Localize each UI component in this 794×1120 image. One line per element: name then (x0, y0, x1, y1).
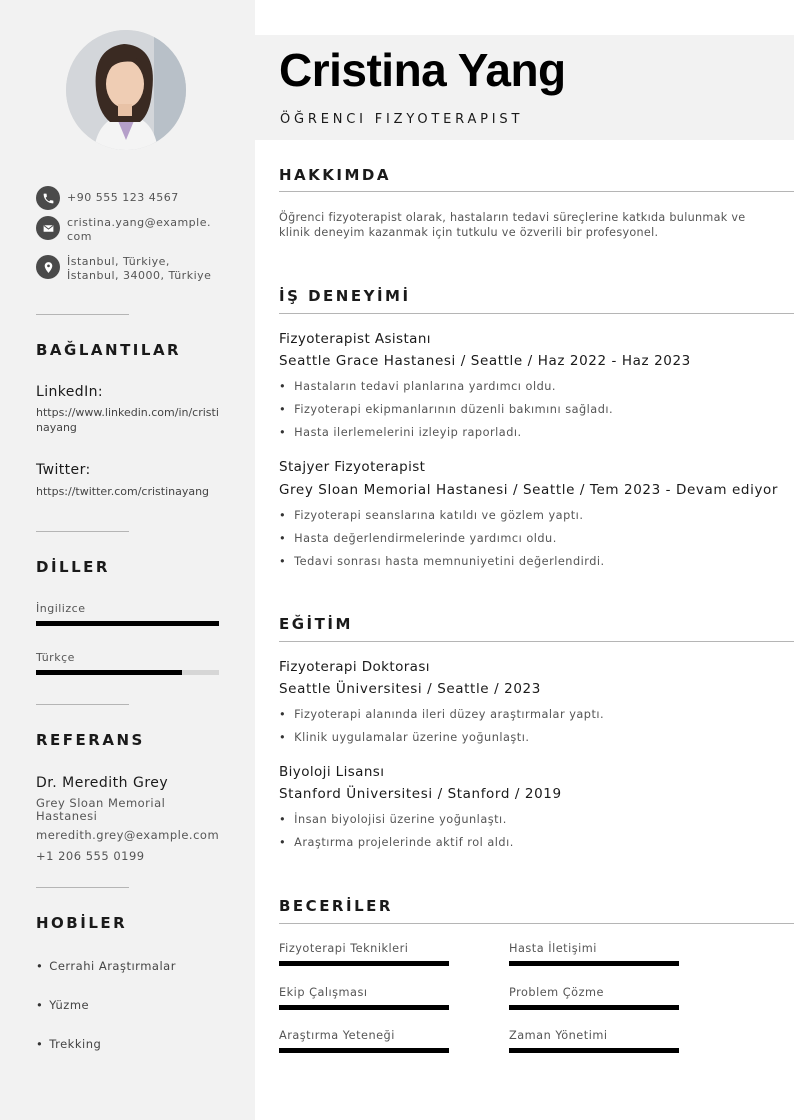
skill-item (279, 1029, 449, 1053)
reference-phone: +1 206 555 0199 (36, 849, 145, 863)
skill-level-bar (279, 961, 449, 966)
skill-item (279, 942, 449, 966)
language-level-bar (36, 621, 219, 626)
contact-phone (36, 186, 179, 210)
education-bullet: • İnsan biyolojisi üzerine yoğunlaştı. (279, 813, 507, 826)
reference-heading: REFERANS (36, 731, 145, 749)
language-level-bar (36, 670, 219, 675)
skill-name: Zaman Yönetimi (509, 1029, 608, 1042)
language-level-fill (36, 621, 219, 626)
sidebar-divider (36, 887, 129, 888)
person-name: Cristina Yang (279, 44, 566, 96)
skill-level-fill (279, 1048, 449, 1053)
address-text: İstanbul, Türkiye, İstanbul, 34000, Türkiye (67, 255, 212, 282)
experience-bullet: • Fizyoterapi ekipmanlarının düzenli bakımını sağladı. (279, 403, 613, 416)
envelope-icon (36, 216, 60, 240)
section-rule (279, 923, 794, 924)
experience-place: Seattle Grace Hastanesi / Seattle / Haz 2022 - Haz 2023 (279, 353, 691, 369)
skill-level-bar (509, 961, 679, 966)
skill-level-fill (279, 1005, 449, 1010)
experience-role: Fizyoterapist Asistanı (279, 331, 431, 347)
job-title: ÖĞRENCI FIZYOTERAPIST (280, 112, 524, 127)
skills-heading: BECERİLER (279, 897, 393, 915)
skill-item (279, 986, 449, 1010)
reference-name: Dr. Meredith Grey (36, 775, 169, 791)
skill-level-fill (509, 1005, 679, 1010)
hobby-item: • Cerrahi Araştırmalar (36, 959, 176, 973)
experience-role: Stajyer Fizyoterapist (279, 459, 426, 475)
phone-text: +90 555 123 4567 (67, 191, 179, 204)
phone-icon (36, 186, 60, 210)
skill-item (509, 986, 679, 1010)
skill-level-fill (509, 961, 679, 966)
section-rule (279, 313, 794, 314)
experience-place: Grey Sloan Memorial Hastanesi / Seattle / Tem 2023 - Devam ediyor (279, 482, 779, 498)
languages-heading: DİLLER (36, 558, 110, 576)
skill-item (509, 1029, 679, 1053)
email-text[interactable]: cristina.yang@example.com (67, 216, 211, 243)
section-rule (279, 641, 794, 642)
hobbies-heading: HOBİLER (36, 914, 128, 932)
skill-level-fill (509, 1048, 679, 1053)
skill-item (509, 942, 679, 966)
experience-bullet: • Hasta değerlendirmelerinde yardımcı oldu. (279, 532, 557, 545)
skill-name: Araştırma Yeteneği (279, 1029, 395, 1042)
linkedin-link[interactable]: https://www.linkedin.com/in/cristinayang (36, 406, 219, 434)
skill-level-bar (279, 1048, 449, 1053)
contact-address (36, 255, 222, 283)
sidebar-divider (36, 704, 129, 705)
language-name: İngilizce (36, 602, 86, 615)
about-heading: HAKKIMDA (279, 166, 391, 184)
language-name: Türkçe (36, 651, 75, 664)
sidebar-divider (36, 531, 129, 532)
skill-name: Hasta İletişimi (509, 942, 597, 955)
experience-bullet: • Fizyoterapi seanslarına katıldı ve gözlem yaptı. (279, 509, 583, 522)
experience-heading: İŞ DENEYİMİ (279, 287, 411, 305)
experience-bullet: • Hastaların tedavi planlarına yardımcı oldu. (279, 380, 556, 393)
contact-email (36, 216, 215, 244)
links-heading: BAĞLANTILAR (36, 341, 182, 359)
skill-level-bar (509, 1048, 679, 1053)
reference-org: Grey Sloan Memorial Hastanesi (36, 796, 166, 823)
hobby-item: • Yüzme (36, 998, 89, 1012)
education-bullet: • Klinik uygulamalar üzerine yoğunlaştı. (279, 731, 529, 744)
education-bullet: • Fizyoterapi alanında ileri düzey araştırmalar yaptı. (279, 708, 604, 721)
profile-photo (66, 30, 186, 150)
skill-name: Fizyoterapi Teknikleri (279, 942, 409, 955)
experience-bullet: • Hasta ilerlemelerini izleyip raporladı. (279, 426, 522, 439)
skill-level-bar (509, 1005, 679, 1010)
section-rule (279, 191, 794, 192)
linkedin-label: LinkedIn: (36, 384, 103, 400)
language-level-fill (36, 670, 182, 675)
twitter-link[interactable]: https://twitter.com/cristinayang (36, 485, 210, 498)
skill-name: Problem Çözme (509, 986, 604, 999)
education-heading: EĞİTİM (279, 615, 353, 633)
about-text: Öğrenci fizyoterapist olarak, hastaların tedavi süreçlerine katkıda bulunmak ve klinik deneyim kazanmak için tutkulu ve özverili bir profesyonel. (279, 211, 746, 239)
twitter-label: Twitter: (36, 462, 91, 478)
education-school: Seattle Üniversitesi / Seattle / 2023 (279, 681, 541, 697)
hobby-item: • Trekking (36, 1037, 101, 1051)
reference-email[interactable]: meredith.grey@example.com (36, 828, 220, 842)
skill-level-bar (279, 1005, 449, 1010)
skill-name: Ekip Çalışması (279, 986, 368, 999)
education-degree: Biyoloji Lisansı (279, 764, 385, 780)
education-bullet: • Araştırma projelerinde aktif rol aldı. (279, 836, 514, 849)
experience-bullet: • Tedavi sonrası hasta memnuniyetini değerlendirdi. (279, 555, 605, 568)
sidebar-divider (36, 314, 129, 315)
education-degree: Fizyoterapi Doktorası (279, 659, 430, 675)
education-school: Stanford Üniversitesi / Stanford / 2019 (279, 786, 562, 802)
skill-level-fill (279, 961, 449, 966)
location-pin-icon (36, 255, 60, 279)
